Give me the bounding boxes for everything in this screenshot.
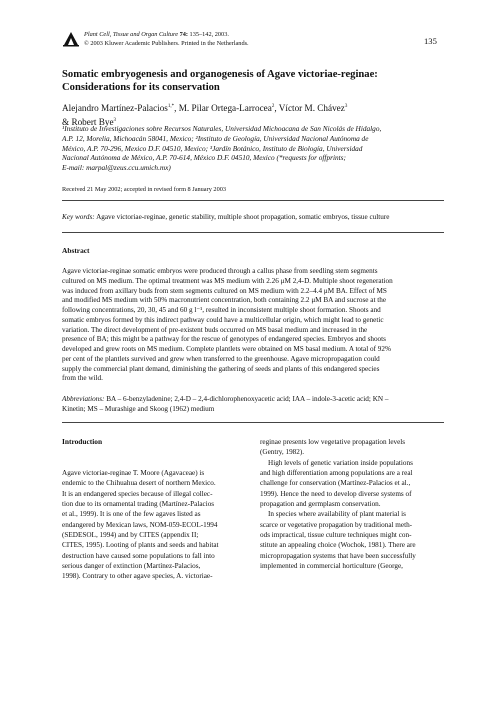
body-line: (Gentry, 1982). bbox=[260, 448, 305, 457]
copyright-line: © 2003 Kluwer Academic Publishers. Printed in the Netherlands. bbox=[84, 39, 249, 47]
body-line: CITES, 1995). Looting of plants and seeds and habitat bbox=[62, 541, 219, 550]
body-line: implemented in commercial horticulture (George, bbox=[260, 562, 403, 571]
body-line: In species where availability of plant material is bbox=[268, 510, 406, 519]
affiliation-line: A.P. 12, Morelia, Michoacán 58041, Mexico; ²Instituto de Geología, Universidad Nacional Autónoma de bbox=[62, 133, 369, 143]
abstract-line: per cent of the plantlets survived and grew when transferred to the greenhouse. Agave micropropagation could bbox=[62, 354, 380, 363]
title-line: Considerations for its conservation bbox=[62, 82, 220, 93]
body-line: 1999). Hence the need to develop diverse systems of bbox=[260, 489, 412, 498]
right-column bbox=[260, 437, 446, 571]
body-line: tion due to its ornamental trading (Martínez-Palacios bbox=[62, 500, 215, 509]
body-line: micropropagation systems that have been successfully bbox=[260, 551, 416, 560]
abstract-line: presence of BA; this might be a pathway for the rescue of genotypes of endangered species. Embryos and shoots bbox=[62, 335, 386, 344]
affiliation-line: Nacional Autónoma de México, A.P. 70-614, México D.F. 04510, Mexico (*requests for offprints; bbox=[62, 153, 346, 163]
abbreviations-label: Abbreviations: bbox=[62, 395, 105, 403]
divider bbox=[62, 200, 444, 201]
body-line: destruction have caused some populations to fall into bbox=[62, 551, 215, 560]
abstract-line: following concentrations, 20, 30, 45 and 60 g l⁻¹, resulted in inconsistent multiple shoot formation. Shoots and bbox=[62, 306, 381, 314]
divider bbox=[62, 232, 444, 233]
author-name: & Robert Bye bbox=[62, 116, 114, 127]
keywords bbox=[62, 213, 452, 222]
divider bbox=[62, 422, 444, 423]
abstract-line: from the wild. bbox=[62, 374, 103, 383]
abstract-line: developed and grew roots on MS medium. Complete plantlets were obtained on MS basal medium. A total of 92% bbox=[62, 345, 391, 353]
body-line: endangered by Mexican laws, NOM-059-ECOL-1994 bbox=[62, 520, 218, 529]
abstract-heading: Abstract bbox=[62, 246, 90, 255]
body-line: High levels of genetic variation inside populations bbox=[268, 458, 413, 467]
abstract-line: somatic embryos formed by this indirect pathway could have a multicellular origin, which might lead to genetic bbox=[62, 315, 384, 324]
left-column bbox=[62, 468, 248, 582]
affiliation-line: ¹Instituto de Investigaciones sobre Recursos Naturales, Universidad Michoacana de San Nicolás de Hidalgo, bbox=[62, 124, 382, 133]
journal-citation bbox=[84, 31, 249, 48]
author-name: , Víctor M. Chávez bbox=[274, 103, 345, 114]
abbreviations-text: Kinetin; MS – Murashige and Skoog (1962) medium bbox=[62, 404, 215, 413]
body-line: endemic to the Chihuahua desert of northern Mexico. bbox=[62, 479, 216, 488]
body-line: propagation and germplasm conservation. bbox=[260, 500, 381, 509]
journal-header bbox=[62, 30, 442, 54]
title-line: Somatic embryogenesis and organogenesis of Agave victoriae-reginae: bbox=[62, 69, 378, 80]
author-name: Alejandro Martínez-Palacios bbox=[62, 103, 168, 114]
body-line: It is an endangered species because of illegal collec- bbox=[62, 489, 213, 498]
abbreviations bbox=[62, 395, 444, 415]
body-line: Agave victoriae-reginae T. Moore (Agavaceae) is bbox=[62, 469, 205, 477]
journal-volume: 74: bbox=[179, 31, 188, 38]
body-line: challenge for conservation (Martínez-Palacios et al., bbox=[260, 479, 411, 488]
author-affil-mark: 3 bbox=[344, 104, 348, 109]
author-affil-mark: 2 bbox=[271, 104, 275, 109]
body-line: serious danger of extinction (Martínez-Palacios, bbox=[62, 562, 201, 571]
abstract-line: was induced from axillary buds from stem segments cultured on MS medium with 2.2–4.4 μM BA. Effect of MS bbox=[62, 286, 387, 295]
page-number: 135 bbox=[424, 36, 437, 46]
author-affil-mark: 3 bbox=[113, 117, 117, 123]
affiliation-line: E-mail: marpal@zeus.ccu.umich.mx) bbox=[62, 163, 171, 173]
journal-name: Plant Cell, Tissue and Organ Culture bbox=[84, 31, 178, 38]
abstract-line: and modified MS medium with 50% macronutrient concentration, both containing 2.2 μM BA and sucrose at the bbox=[62, 296, 387, 305]
keywords-label: Key words: bbox=[62, 213, 95, 221]
body-line: scarce or vegetative propagation by traditional meth- bbox=[260, 520, 413, 529]
abbreviations-text: BA – 6-benzyladenine; 2,4-D – 2,4-dichlorophenoxyacetic acid; IAA – indole-3-acetic acid; KN – bbox=[104, 395, 389, 403]
author-name: , M. Pilar Ortega-Larrocea bbox=[174, 103, 272, 114]
body-line: stitute an appealing choice (Wochok, 1981). There are bbox=[260, 541, 416, 550]
body-line: reginae presents low vegetative propagation levels bbox=[260, 438, 406, 446]
body-line: ods impractical, tissue culture techniques might con- bbox=[260, 531, 412, 540]
affiliation-line: México, A.P. 70-296, Mexico D.F. 04510, Mexico; ³Jardín Botánico, Instituto de Biología, Universidad bbox=[62, 143, 363, 153]
journal-pages: 135–142, 2003. bbox=[187, 31, 229, 38]
introduction-heading: Introduction bbox=[62, 437, 103, 446]
body-line: and high differentiation among populations are a real bbox=[260, 469, 413, 478]
abstract-line: supply the commercial plant demand, diminishing the gathering of seeds and plants of this endangered species bbox=[62, 364, 380, 373]
abstract-line: variation. The direct development of pre-existent buds occurred on MS basal medium and increased in the bbox=[62, 325, 368, 334]
body-line: (SEDESOL, 1994) and by CITES (appendix II; bbox=[62, 531, 199, 540]
abstract-line: cultured on MS medium. The optimal treatment was MS medium with 2.26 μM 2,4-D. Multiple shoot regeneration bbox=[62, 276, 393, 285]
abstract-line: Agave victoriae-reginae somatic embryos were produced through a callus phase from seedling stem segments bbox=[62, 267, 378, 275]
author-affil-mark: 1,* bbox=[167, 104, 175, 109]
abstract-body bbox=[62, 267, 444, 384]
article-title bbox=[62, 68, 442, 94]
affiliations bbox=[62, 124, 452, 173]
keywords-text: Agave victoriae-reginae, genetic stability, multiple shoot propagation, somatic embryos, tissue culture bbox=[94, 213, 390, 221]
received-date: Received 21 May 2002; accepted in revised form 8 January 2003 bbox=[62, 186, 227, 193]
publisher-logo-icon bbox=[62, 30, 80, 48]
body-line: et al., 1999). It is one of the few agaves listed as bbox=[62, 510, 201, 519]
body-line: 1998). Contrary to other agave species, A. victoriae- bbox=[62, 572, 213, 581]
